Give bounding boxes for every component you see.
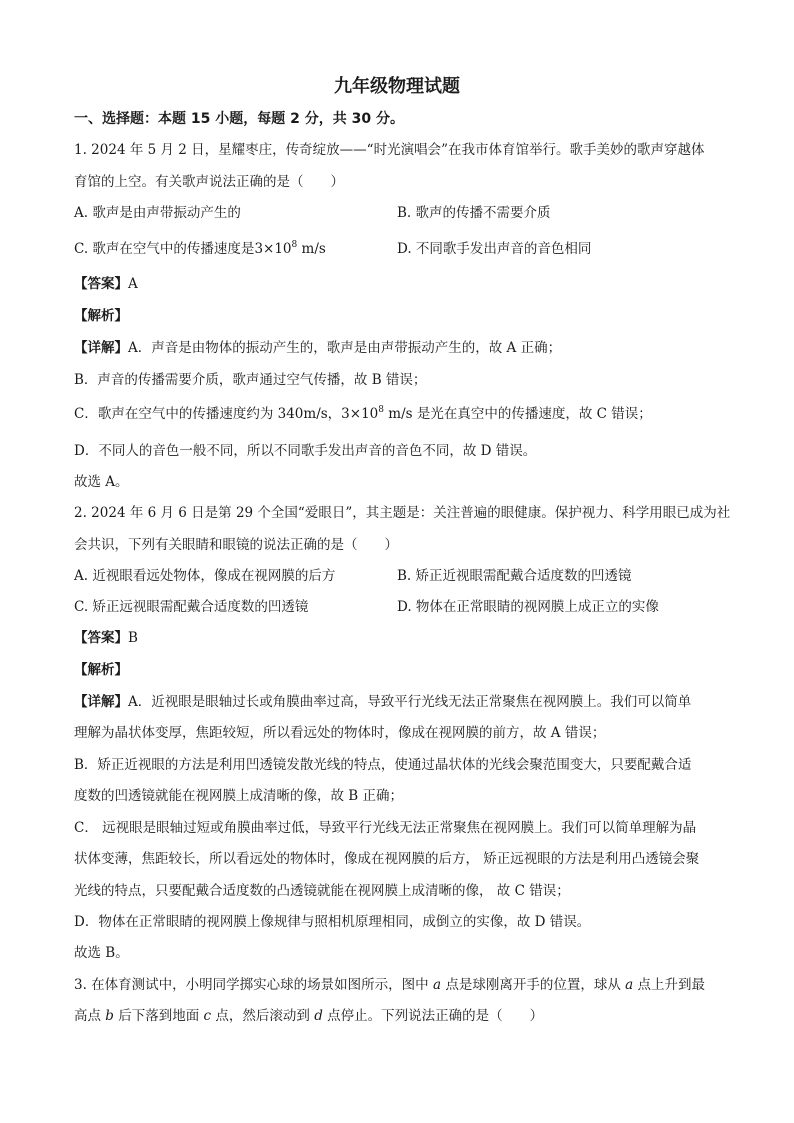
- q2-detail-8: D．物体在正常眼睛的视网膜上像规律与照相机原理相同，成倒立的实像，故 D 错误。: [74, 914, 591, 930]
- q1-conclusion: 故选 A。: [74, 474, 129, 490]
- q1-answer: [74, 274, 138, 294]
- q2-conclusion: 故选 B。: [74, 945, 129, 961]
- q1-detail-3-rest: m/s 是光在真空中的传播速度，故 C 错误；: [384, 406, 652, 422]
- q1-detail-3-text: C．歌声在空气中的传播速度约为 340m/s，: [74, 406, 342, 422]
- q2-option-d: D. 物体在正常眼睛的视网膜上成正立的实像: [397, 599, 659, 615]
- q1-stem-line-2: 育馆的上空。有关歌声说法正确的是（ ）: [74, 174, 344, 190]
- q2-stem-line-1: 2. 2024 年 6 月 6 日是第 29 个全国“爱眼日”，其主题是：关注普遍的眼健康。保护视力、科学用眼已成为社: [74, 505, 731, 521]
- q3-text: 3. 在体育测试中，小明同学掷实心球的场景如图所示，图中: [74, 977, 433, 993]
- point-b: b: [105, 1008, 114, 1024]
- q1-detail-2: B．声音的传播需要介质，歌声通过空气传播，故 B 错误；: [74, 372, 427, 388]
- q2-option-b: B. 矫正近视眼需配戴合适度数的凹透镜: [397, 568, 632, 584]
- q3-text: 点停止。下列说法正确的是（ ）: [322, 1008, 544, 1024]
- q1-stem-line-1: 1. 2024 年 5 月 2 日，星耀枣庄，传奇绽放——“时光演唱会”在我市体育馆举行。歌手美妙的歌声穿越体: [74, 142, 705, 158]
- q1-option-d: D. 不同歌手发出声音的音色相同: [397, 241, 592, 257]
- q2-option-a: A. 近视眼看远处物体，像成在视网膜的后方: [74, 568, 336, 584]
- answer-tag: 【答案】: [74, 276, 128, 292]
- q3-text: 后下落到地面: [113, 1008, 204, 1024]
- q1-option-c: [74, 239, 326, 259]
- answer-value: B: [128, 630, 138, 646]
- q2-answer: [74, 628, 138, 648]
- section-heading: 一、选择题：本题 15 小题，每题 2 分，共 30 分。: [74, 111, 404, 127]
- q2-detail-5: C． 远视眼是眼轴过短或角膜曲率过低，导致平行光线无法正常聚焦在视网膜上。我们可以简单理解为晶: [74, 820, 697, 836]
- point-a: a: [625, 977, 634, 993]
- detail-tag: 【详解】: [74, 694, 128, 710]
- q3-text: 点上升到最: [633, 977, 705, 993]
- q2-detail-4: 度数的凹透镜就能在视网膜上成清晰的像，故 B 正确；: [74, 788, 404, 804]
- sci-exp: 8: [291, 240, 298, 250]
- q1-option-c-unit: m/s: [297, 241, 326, 257]
- q1-detail-4: D．不同人的音色一般不同，所以不同歌手发出声音的音色不同，故 D 错误。: [74, 443, 537, 459]
- point-c: c: [203, 1008, 212, 1024]
- detail-tag: 【详解】: [74, 340, 128, 356]
- q2-stem-line-2: 会共识，下列有关眼睛和眼镜的说法正确的是（ ）: [74, 537, 398, 553]
- sci-base: 3×10: [254, 241, 292, 257]
- answer-tag: 【答案】: [74, 630, 128, 646]
- detail-text: A．近视眼是眼轴过长或角膜曲率过高，导致平行光线无法正常聚焦在视网膜上。我们可以简单: [128, 694, 692, 710]
- q1-detail-3: [74, 404, 652, 424]
- q2-detail-1: [74, 692, 691, 712]
- q1-option-a: A. 歌声是由声带振动产生的: [74, 205, 241, 221]
- q1-detail-1: [74, 338, 561, 358]
- q3-text: 点是球刚离开手的位置，球从: [441, 977, 626, 993]
- q3-text: 点，然后滚动到: [211, 1008, 315, 1024]
- q2-option-c: C. 矫正远视眼需配戴合适度数的凹透镜: [74, 599, 309, 615]
- q3-text: 高点: [74, 1008, 106, 1024]
- q1-analysis-tag: 【解析】: [74, 308, 128, 324]
- answer-value: A: [128, 276, 138, 292]
- q2-detail-2: 理解为晶状体变厚，焦距较短，所以看远处的物体时，像成在视网膜的前方，故 A 错误；: [74, 725, 606, 741]
- sci-exp: 8: [378, 405, 384, 415]
- q2-analysis-tag: 【解析】: [74, 662, 128, 678]
- q3-stem-line-2: [74, 1006, 543, 1026]
- q2-detail-6: 状体变薄，焦距较长，所以看远处的物体时，像成在视网膜的后方， 矫正远视眼的方法是利用凸透镜会聚: [74, 851, 700, 867]
- q1-option-c-text: C. 歌声在空气中的传播速度是: [74, 241, 255, 257]
- q1-option-b: B. 歌声的传播不需要介质: [397, 205, 551, 221]
- sci-base: 3×10: [341, 406, 379, 422]
- q2-detail-3: B．矫正近视眼的方法是利用凹透镜发散光线的特点，使通过晶状体的光线会聚范围变大，只要配戴合适: [74, 757, 692, 773]
- q2-detail-7: 光线的特点，只要配戴合适度数的凸透镜就能在视网膜上成清晰的像， 故 C 错误；: [74, 883, 570, 899]
- q3-stem-line-1: [74, 975, 705, 995]
- point-a: a: [432, 977, 442, 993]
- page-title: 九年级物理试题: [334, 76, 460, 97]
- detail-text: A．声音是由物体的振动产生的，歌声是由声带振动产生的，故 A 正确；: [128, 340, 562, 356]
- point-d: d: [314, 1008, 323, 1024]
